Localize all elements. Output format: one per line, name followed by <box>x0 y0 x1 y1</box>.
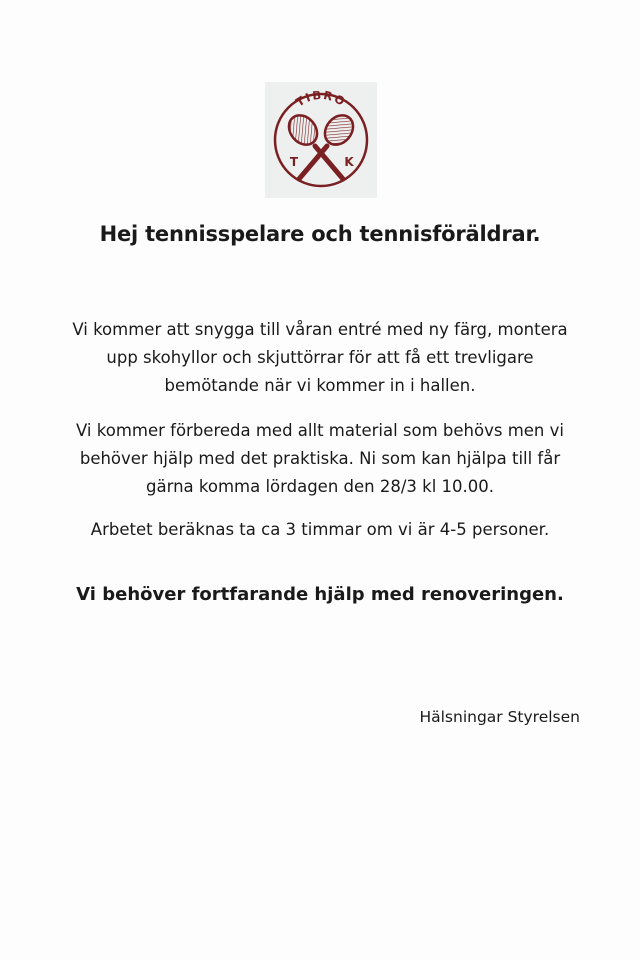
tennis-rackets-icon <box>265 82 377 198</box>
left-racket-head <box>283 110 323 151</box>
paragraph-help-request <box>30 417 610 501</box>
paragraph-line: upp skohyllor och skjuttörrar för att få ett trevligare <box>106 348 534 367</box>
logo-top-text: TIBRO <box>293 87 349 110</box>
left-racket-handle <box>315 146 343 179</box>
paragraph-line: gärna komma lördagen den 28/3 kl 10.00. <box>145 477 495 496</box>
paragraph-renovation <box>30 316 610 400</box>
club-logo <box>265 82 377 198</box>
logo-left-letter: T <box>289 155 299 169</box>
logo-right-letter: K <box>344 155 354 169</box>
right-racket-head <box>319 110 359 151</box>
paragraph-line: Vi kommer förbereda med allt material som behövs men vi <box>76 421 564 440</box>
right-racket-handle <box>299 146 327 179</box>
logo-ring <box>275 94 367 186</box>
paragraph-line: bemötande när vi kommer in i hallen. <box>164 376 476 395</box>
notice-heading: Hej tennisspelare och tennisföräldrar. <box>99 222 541 246</box>
emphasis-text: Vi behöver fortfarande hjälp med renoveringen. <box>76 584 564 605</box>
paragraph-estimate: Arbetet beräknas ta ca 3 timmar om vi är 4-5 personer. <box>90 520 550 539</box>
paragraph-line: behöver hjälp med det praktiska. Ni som kan hjälpa till får <box>79 449 561 468</box>
paragraph-line: Vi kommer att snygga till våran entré med ny färg, montera <box>72 320 568 339</box>
signature: Hälsningar Styrelsen <box>419 708 580 726</box>
